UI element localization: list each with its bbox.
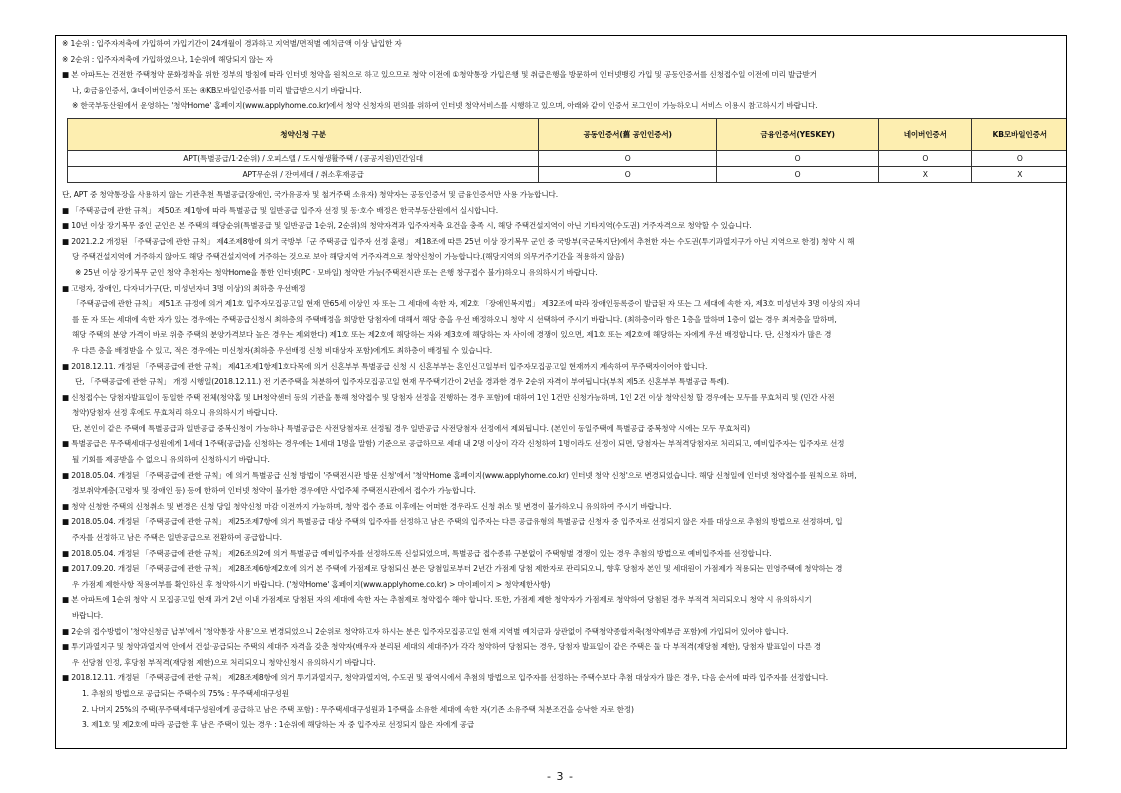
text-line: 청약)당첨자 선정 후에도 무효처리 하오니 유의하시기 바랍니다. <box>72 408 278 418</box>
table-cell: APT무순위 / 잔여세대 / 취소후재공급 <box>68 166 539 182</box>
table-cell: O <box>717 166 879 182</box>
table-cell: O <box>539 150 717 166</box>
header-naver-cert: 네이버인증서 <box>879 118 972 150</box>
text-line: ■ 2순위 접수방법이 '청약신청금 납부'에서 '청약통장 사용'으로 변경되었으니 2순위로 청약하고자 하시는 분은 입주자모집공고일 현재 지역별 예치금과 상관없이 주택청약종합저축(청약예부금 포함)에 가입되어 있어야 합니다. <box>62 626 789 636</box>
list-item: 1. 추첨의 방법으로 공급되는 주택수의 75% : 무주택세대구성원 <box>82 688 289 698</box>
table-header-row <box>68 118 1068 150</box>
text-line: ■ 신청접수는 당첨자발표일이 동일한 주택 전체(청약홈 및 LH청약센터 등의 기관을 통해 청약접수 및 당첨자 선정을 진행하는 경우 포함)에 대하여 1인 1건만 신청가능하며, 1인 2건 이상 청약신청 할 경우에는 모두를 무효처리 및 (민간 사전 <box>62 392 835 402</box>
text-line: 단, 「주택공급에 관한 규칙」 개정 시행일(2018.12.11.) 전 기존주택을 처분하여 입주자모집공고일 현재 무주택기간이 2년을 경과한 경우 2순위 자격이 부여됩니다(부칙 제5조 신혼부부 특별공급 특례). <box>75 377 729 387</box>
header-category: 청약신청 구분 <box>68 118 539 150</box>
text-line: 「주택공급에 관한 규칙」 제51조 규정에 의거 제1호 입주자모집공고일 현재 만65세 이상인 자 또는 그 세대에 속한 자, 제2호 「장애인복지법」 제32조에 따라 장애인등록증이 발급된 자 또는 그 세대에 속한 자, 제3호 미성년자 3명 이상의 자녀 <box>72 299 861 309</box>
text-line: ■ 고령자, 장애인, 다자녀가구(단, 미성년자녀 3명 이상)의 최하층 우선배정 <box>62 283 306 293</box>
text-line: 우 가점제 제한사항 적용여부를 확인하신 후 청약하시기 바랍니다. ('청약Home' 홈페이지(www.applyhome.co.kr) > 마이페이지 > 청약제한사항) <box>72 579 551 589</box>
text-line: ※ 25년 이상 장기복무 군인 청약 추천자는 청약Home을 통한 인터넷(PC · 모바일) 청약만 가능(주택전시관 또는 은행 창구접수 불가)하오니 유의하시기 바랍니다. <box>75 267 598 277</box>
text-line: ■ 청약 신청한 주택의 신청취소 및 변경은 신청 당일 청약신청 마감 이전까지 가능하며, 청약 접수 종료 이후에는 어떠한 경우라도 신청 취소 및 변경이 불가하오니 유의하여 주시기 바랍니다. <box>62 501 672 511</box>
text-line: ※ 2순위 : 입주자저축에 가입하였으나, 1순위에 해당되지 않는 자 <box>62 54 273 64</box>
text-line: 단, APT 중 청약통장을 사용하지 않는 기관추천 특별공급(장애인, 국가유공자 및 철거주택 소유자) 청약자는 공동인증서 및 금융인증서만 사용 가능합니다. <box>62 189 558 199</box>
text-line: ■ 본 아파트는 건전한 주택청약 문화정착을 위한 정부의 방침에 따라 인터넷 청약을 원칙으로 하고 있으므로 청약 이전에 ①청약통장 가입은행 및 취급은행을 방문하여 인터넷뱅킹 가입 및 공동인증서를 신청접수일 이전에 미리 발급받거 <box>62 70 817 80</box>
table-cell: O <box>539 166 717 182</box>
text-line: 될 기회를 제공받을 수 없으니 유의하여 신청하시기 바랍니다. <box>72 455 270 465</box>
text-line: 정보취약계층(고령자 및 장애인 등) 등에 한하여 인터넷 청약이 불가한 경우에만 사업주체 주택전시관에서 접수가 가능합니다. <box>72 486 476 496</box>
text-line: ■ 2018.05.04. 개정된 「주택공급에 관한 규칙」에 의거 특별공급 신청 방법이 '주택전시관 방문 신청'에서 '청약Home 홈페이지(www.applyhome.co.kr) 인터넷 청약 신청'으로 변경되었습니다. 해당 신청일에 인터넷 청약접수를 원칙으로 하며, <box>62 470 857 480</box>
text-line: 우 선당첨 인정, 후당첨 부적격(재당첨 제한)으로 처리되오니 청약신청시 유의하시기 바랍니다. <box>72 657 376 667</box>
table-cell: O <box>972 150 1067 166</box>
text-line: ■ 2018.12.11. 개정된 「주택공급에 관한 규칙」 제28조제8항에 의거 투기과열지구, 청약과열지역, 수도권 및 광역시에서 추첨의 방법으로 입주자를 선정하는 주택수보다 추첨 대상자가 많은 경우, 다음 순서에 따라 입주자를 선정합니다. <box>62 673 829 683</box>
list-item: 3. 제1호 및 제2호에 따라 공급한 후 남은 주택이 있는 경우 : 1순위에 해당하는 자 중 입주자로 선정되지 않은 자에게 공급 <box>82 720 475 730</box>
text-line: 단, 본인이 같은 주택에 특별공급과 일반공급 중복신청이 가능하나 특별공급은 사전당첨자로 선정될 경우 일반공급 사전당첨자 선정에서 제외됩니다. (본인이 동일주택에 특별공급 중복청약 시에는 모두 무효처리) <box>72 423 750 433</box>
table-cell: O <box>879 150 972 166</box>
text-line: ■ 2021.2.2 개정된 「주택공급에 관한 규칙」 제4조제8항에 의거 국방부「군 주택공급 입주자 선정 훈령」 제18조에 따른 25년 이상 장기복무 군인 중 국방부(국군복지단)에서 추천한 자는 수도권(투기과열지구가 아닌 지역으로 한정) 청약 시 해 <box>62 236 855 246</box>
text-line: 당 주택건설지역에 거주하지 않아도 해당 주택건설지역에 거주하는 것으로 보아 해당지역 거주자격으로 청약신청이 가능합니다.(해당지역의 의무거주기간을 적용하지 않음) <box>72 252 625 262</box>
list-item: 2. 나머지 25%의 주택(무주택세대구성원에게 공급하고 남은 주택 포함) : 무주택세대구성원과 1주택을 소유한 세대에 속한 자(기존 소유주택 처분조건을 승낙한 자로 한정) <box>82 704 634 714</box>
text-line: 나, ②금융인증서, ③네이버인증서 또는 ④KB모바일인증서를 미리 발급받으시기 바랍니다. <box>72 85 362 95</box>
header-joint-cert: 공동인증서(舊 공인인증서) <box>539 118 717 150</box>
table-cell: O <box>717 150 879 166</box>
text-line: 바랍니다. <box>72 611 104 620</box>
table-row <box>68 150 1068 166</box>
text-line: ■ 특별공급은 무주택세대구성원에게 1세대 1주택(공급)을 신청하는 경우에는 1세대 1명을 말함) 기준으로 공급하므로 세대 내 2명 이상이 각각 신청하여 1명이라도 선정이 되면, 당첨자는 부적격당첨자로 처리되고, 예비입주자는 입주자로 선정 <box>62 439 845 449</box>
page-number: - 3 - <box>547 770 574 783</box>
table-cell: APT(특별공급/1·2순위) / 오피스텔 / 도시형생활주택 / (공공지원)민간임대 <box>68 150 539 166</box>
text-line: 주자를 선정하고 남은 주택은 일반공급으로 전환하여 공급합니다. <box>72 533 282 543</box>
text-line: ■ 본 아파트에 1순위 청약 시 모집공고일 현재 과거 2년 이내 가점제로 당첨된 자의 세대에 속한 자는 추첨제로 청약접수 해야 합니다. 또한, 가점제 제한 청약자가 가점제로 청약하여 당첨된 경우 부적격 처리되오니 청약 시 유의하시기 <box>62 595 812 605</box>
text-line: ■ 2017.09.20. 개정된 「주택공급에 관한 규칙」 제28조제6항제2호에 의거 본 주택에 가점제로 당첨되신 분은 당첨일로부터 2년간 가점제 당첨 제한자로 관리되오니, 향후 당첨자 본인 및 세대원이 가점제가 적용되는 민영주택에 청약하는 경 <box>62 564 843 574</box>
text-line: ■ 2018.05.04. 개정된 「주택공급에 관한 규칙」 제26조의2에 의거 특별공급 예비입주자를 선정하도록 신설되었으며, 특별공급 접수종류 구분없이 주택형별 경쟁이 있는 경우 추첨의 방법으로 예비입주자를 선정합니다. <box>62 548 772 558</box>
table-cell: X <box>879 166 972 182</box>
table-row <box>68 166 1068 182</box>
text-line: 해당 주택의 분양 가격이 바로 위층 주택의 분양가격보다 높은 경우는 제외한다) 제1호 또는 제2호에 해당하는 자와 제3호에 해당하는 자 사이에 경쟁이 있으면, 제1호 또는 제2호에 해당하는 자에게 우선 배정합니다. 단, 신청자가 많은 경 <box>72 330 832 340</box>
text-line: ■ 「주택공급에 관한 규칙」 제50조 제1항에 따라 특별공급 및 일반공급 입주자 선정 및 동·호수 배정은 한국부동산원에서 실시합니다. <box>62 205 498 215</box>
text-line: ■ 2018.12.11. 개정된 「주택공급에 관한 규칙」 제41조제1항제1호다목에 의거 신혼부부 특별공급 신청 시 신혼부부는 혼인신고일부터 입주자모집공고일 현재까지 계속하여 무주택자이어야 합니다. <box>62 361 708 371</box>
header-kb-cert: KB모바일인증서 <box>972 118 1067 150</box>
text-line: ■ 투기과열지구 및 청약과열지역 안에서 건설·공급되는 주택의 세대주 자격을 갖춘 청약자(배우자 분리된 세대의 세대주)가 각각 청약하여 당첨되는 경우, 당첨자 발표일이 같은 주택은 둘 다 부적격(재당첨 제한), 당첨자 발표일이 다른 경 <box>62 642 821 652</box>
text-line: ※ 한국부동산원에서 운영하는 '청약Home' 홈페이지(www.applyhome.co.kr)에서 청약 신청자의 편의를 위하여 인터넷 청약서비스를 시행하고 있으며, 아래와 같이 인증서 로그인이 가능하오니 서비스 이용시 참고하시기 바랍니다. <box>72 101 818 111</box>
text-line: 우 다른 층을 배정받을 수 있고, 적은 경우에는 미신청자(최하층 우선배정 신청 비대상자 포함)에게도 최하층이 배정될 수 있습니다. <box>72 345 493 355</box>
text-line: 를 둔 자 또는 세대에 속한 자가 있는 경우에는 주택공급신청시 최하층의 주택배정을 희망한 당첨자에 대해서 해당 층을 우선 배정하오니 청약 시 선택하여 주시기 바랍니다. (최하층이라 함은 1층을 말하며 1층이 없는 경우 최저층을 말하며, <box>72 314 837 324</box>
document-page <box>55 35 1067 749</box>
header-financial-cert: 금융인증서(YESKEY) <box>717 118 879 150</box>
certificate-table <box>67 118 1067 183</box>
table-cell: X <box>972 166 1067 182</box>
text-line: ※ 1순위 : 입주자저축에 가입하여 가입기간이 24개월이 경과하고 지역별/면적별 예치금액 이상 납입한 자 <box>62 39 402 48</box>
text-line: ■ 2018.05.04. 개정된 「주택공급에 관한 규칙」 제25조제7항에 의거 특별공급 대상 주택의 입주자를 선정하고 남은 주택의 입주자는 다른 공급유형의 특별공급 신청자 중 입주자로 선정되지 않은 자를 대상으로 추첨의 방법으로 선정하며, 입 <box>62 517 843 527</box>
text-line: ■ 10년 이상 장기복무 중인 군인은 본 주택의 해당순위(특별공급 및 일반공급 1순위, 2순위)의 청약자격과 입주자저축 요건을 충족 시, 해당 주택건설지역이 아닌 기타지역(수도권) 거주자격으로 청약할 수 있습니다. <box>62 221 752 231</box>
